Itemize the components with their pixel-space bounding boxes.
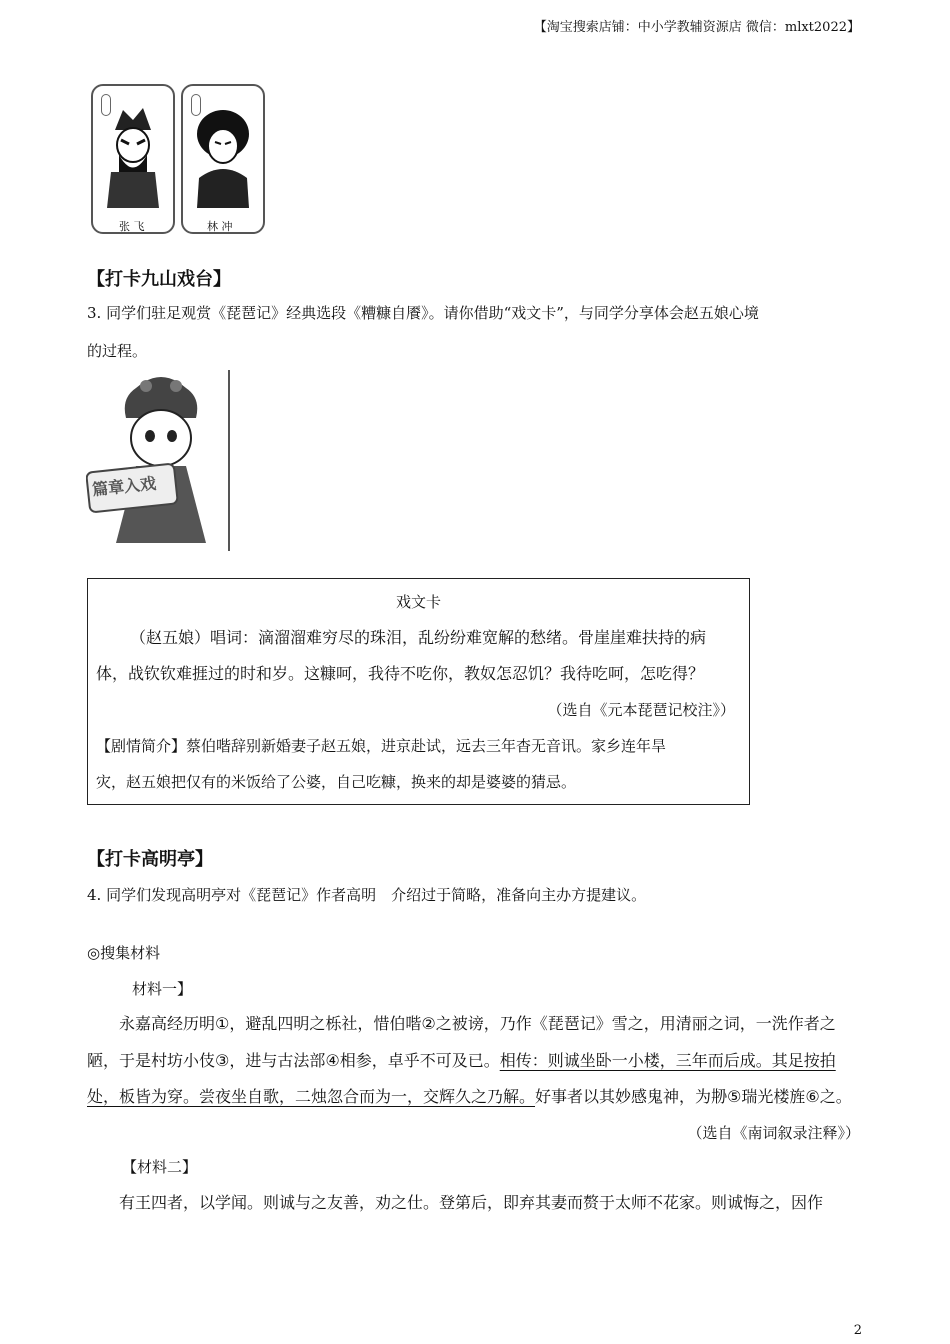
material-1-line1: 永嘉高经历明①，避乱四明之栎社，惜伯喈②之被谤，乃作《琵琶记》雪之，用清丽之词，一洗作者之 <box>119 1014 836 1033</box>
card-title: 戏文卡 <box>396 593 442 611</box>
linchong-figure-icon <box>183 100 263 210</box>
material-2-line1: 有王四者，以学闻。则诚与之友善，劝之仕。登第后，即弃其妻而赘于太师不花家。则诚悔之，因作 <box>119 1193 824 1212</box>
material-1-source: （选自《南词叙录注释》） <box>687 1124 860 1142</box>
opera-girl-icon <box>86 368 232 553</box>
material-1-line2-plain: 陋，于是村坊小伎③，进与古法部④相参，卓乎不可及已。 <box>87 1051 500 1070</box>
material-1-line3-underlined: 处，板皆为穿。尝夜坐自歌，二烛忽合而为一，交辉久之乃解。 <box>87 1087 536 1106</box>
material-1-label: 材料一】 <box>132 980 193 998</box>
phone-card-linchong <box>181 84 265 234</box>
question-4: 4. 同学们发现高明亭对《琵琶记》作者高明 介绍过于简略，准备向主办方提建议。 <box>87 886 647 904</box>
opera-girl-figure <box>86 368 232 553</box>
zhangfei-figure-icon <box>93 100 173 210</box>
caption-zhangfei: 张 飞 <box>119 220 145 233</box>
card-plot-line1: 【剧情简介】蔡伯喈辞别新婚妻子赵五娘，进京赴试，远去三年杳无音讯。家乡连年旱 <box>96 737 667 755</box>
phone-card-zhangfei <box>91 84 175 234</box>
question-3-cont: 的过程。 <box>87 342 148 360</box>
card-lyric-line1: （赵五娘）唱词：滴溜溜难穷尽的珠泪，乱纷纷难宽解的愁绪。骨崖崖难扶持的病 <box>130 628 707 647</box>
material-1-line2 <box>87 1048 836 1071</box>
card-lyric-line2: 体，战钦钦难捱过的时和岁。这糠呵，我待不吃你，教奴怎忍饥？我待吃呵，怎吃得？ <box>96 664 705 683</box>
opera-text-card <box>87 578 750 805</box>
page-number: 2 <box>853 1323 862 1338</box>
material-1-line2-underlined: 相传：则诚坐卧一小楼，三年而后成。其足按拍 <box>499 1051 836 1070</box>
question-3: 3. 同学们驻足观赏《琵琶记》经典选段《糟糠自餍》。请你借助“戏文卡”，与同学分享体会赵五娘心境 <box>87 304 759 322</box>
material-2-label: 【材料二】 <box>122 1158 198 1176</box>
page-header: 【淘宝搜索店铺：中小学教辅资源店 微信：mlxt2022】 <box>533 20 860 35</box>
sign-text: 篇章入戏 <box>91 473 157 500</box>
material-1-line3 <box>87 1084 852 1107</box>
section-title-jiushan: 【打卡九山戏台】 <box>87 269 231 290</box>
material-1-line3-plain: 好事者以其妙感鬼神，为刱⑤瑞光楼旌⑥之。 <box>535 1087 852 1106</box>
card-plot-line2: 灾，赵五娘把仅有的米饭给了公婆，自己吃糠，换来的却是婆婆的猜忌。 <box>96 773 577 791</box>
collect-materials: ◎搜集材料 <box>87 944 161 962</box>
section-title-gaoming: 【打卡高明亭】 <box>87 849 213 870</box>
caption-linchong: 林 冲 <box>207 220 233 233</box>
card-source: （选自《元本琵琶记校注》） <box>547 701 735 719</box>
